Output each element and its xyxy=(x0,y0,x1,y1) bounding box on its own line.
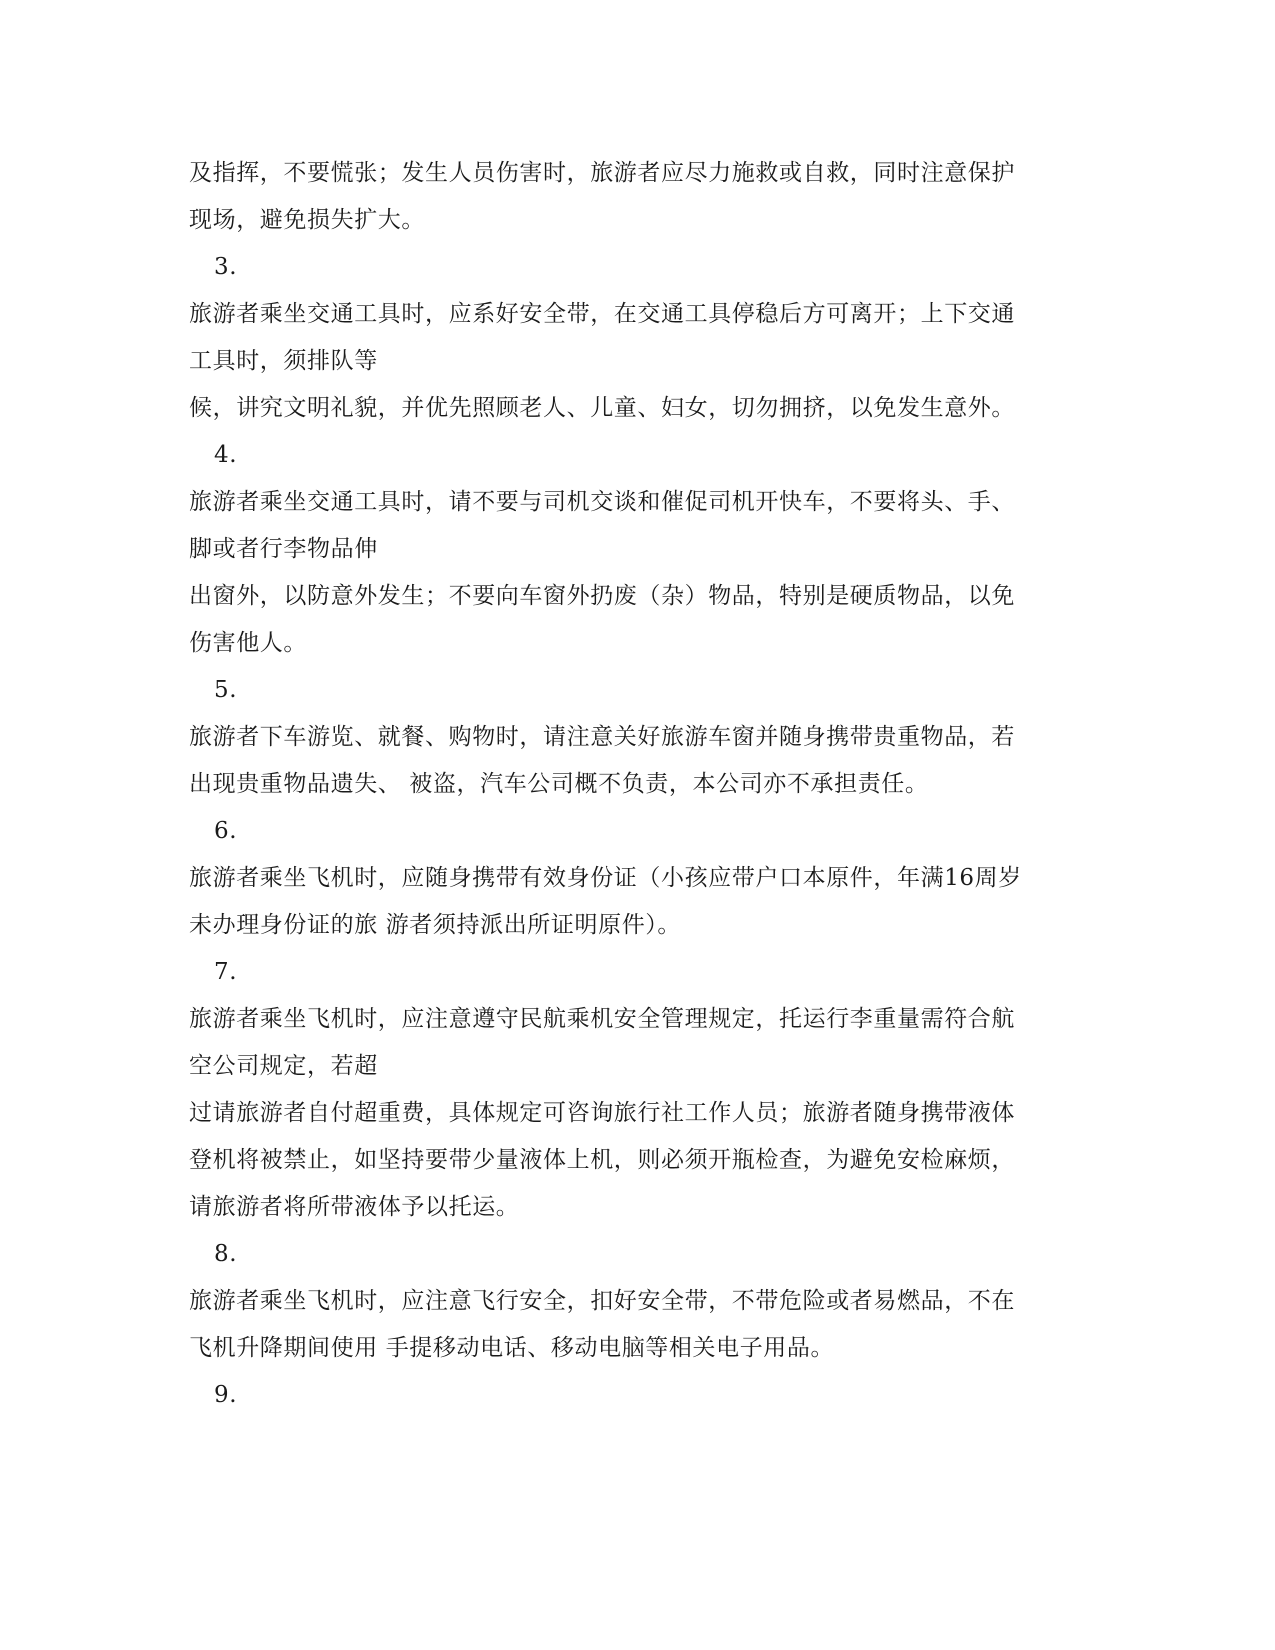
paragraph-line: 登机将被禁止，如坚持要带少量液体上机，则必须开瓶检查，为避免安检麻烦， xyxy=(189,1147,1015,1173)
paragraph-line: 旅游者乘坐交通工具时，应系好安全带，在交通工具停稳后方可离开；上下交通 xyxy=(189,301,1015,327)
paragraph-line: 旅游者乘坐飞机时，应注意飞行安全，扣好安全带，不带危险或者易燃品，不在 xyxy=(189,1288,1015,1314)
item-number: 4. xyxy=(214,442,238,468)
paragraph-line: 未办理身份证的旅 游者须持派出所证明原件）。 xyxy=(189,912,682,938)
paragraph-line: 飞机升降期间使用 手提移动电话、移动电脑等相关电子用品。 xyxy=(189,1335,835,1361)
paragraph-line: 请旅游者将所带液体予以托运。 xyxy=(189,1194,520,1220)
item-number: 3. xyxy=(214,254,238,280)
paragraph-line: 候，讲究文明礼貌，并优先照顾老人、儿童、妇女，切勿拥挤，以免发生意外。 xyxy=(189,395,1015,421)
paragraph-line: 及指挥，不要慌张；发生人员伤害时，旅游者应尽力施救或自救，同时注意保护 xyxy=(189,160,1015,186)
item-number: 7. xyxy=(214,959,238,985)
paragraph-line: 现场，避免损失扩大。 xyxy=(189,207,425,233)
paragraph-line: 旅游者乘坐飞机时，应随身携带有效身份证（小孩应带户口本原件，年满16周岁 xyxy=(189,865,1022,891)
document-body xyxy=(189,150,1069,1419)
item-number: 8. xyxy=(214,1241,238,1267)
item-number: 5. xyxy=(214,677,238,703)
paragraph-line: 出窗外，以防意外发生；不要向车窗外扔废（杂）物品，特别是硬质物品，以免 xyxy=(189,583,1015,609)
paragraph-line: 过请旅游者自付超重费，具体规定可咨询旅行社工作人员；旅游者随身携带液体 xyxy=(189,1100,1015,1126)
paragraph-line: 旅游者下车游览、就餐、购物时，请注意关好旅游车窗并随身携带贵重物品，若 xyxy=(189,724,1015,750)
paragraph-line: 旅游者乘坐飞机时，应注意遵守民航乘机安全管理规定，托运行李重量需符合航 xyxy=(189,1006,1015,1032)
item-number: 6. xyxy=(214,818,238,844)
paragraph-line: 脚或者行李物品伸 xyxy=(189,536,378,562)
paragraph-line: 旅游者乘坐交通工具时，请不要与司机交谈和催促司机开快车，不要将头、手、 xyxy=(189,489,1015,515)
paragraph-line: 空公司规定，若超 xyxy=(189,1053,378,1079)
paragraph-line: 伤害他人。 xyxy=(189,630,307,656)
item-number: 9. xyxy=(214,1382,238,1408)
paragraph-line: 工具时，须排队等 xyxy=(189,348,378,374)
paragraph-line: 出现贵重物品遗失、 被盗，汽车公司概不负责，本公司亦不承担责任。 xyxy=(189,771,929,797)
